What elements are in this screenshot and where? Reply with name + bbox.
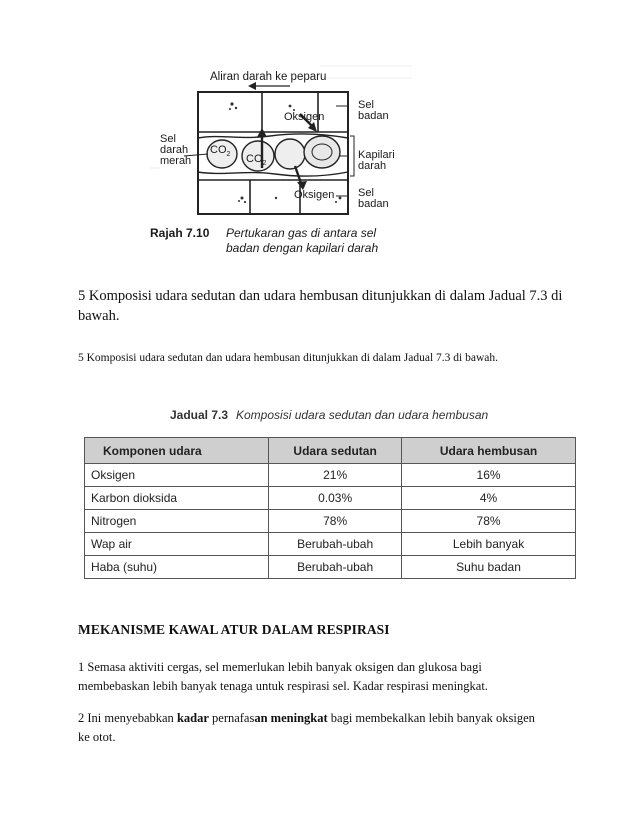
- table-cell: 4%: [402, 487, 576, 510]
- table-cell: 78%: [269, 510, 402, 533]
- table-cell: Lebih banyak: [402, 533, 576, 556]
- table-caption-body: Komposisi udara sedutan dan udara hembusan: [236, 408, 489, 422]
- table-row: [85, 510, 576, 533]
- capillary-label-2: darah: [358, 160, 387, 172]
- table-header-row: [85, 438, 576, 464]
- table-air-composition: [78, 402, 578, 612]
- section-heading: MEKANISME KAWAL ATUR DALAM RESPIRASI: [78, 622, 390, 637]
- co2-sub-2: 2: [262, 160, 267, 168]
- bold-run-kadar: kadar: [176, 711, 209, 725]
- figure-caption-head: Rajah 7.10: [150, 226, 210, 240]
- table-row: [85, 487, 576, 510]
- body-cell-label-bottom-2: badan: [358, 198, 389, 210]
- table-header-cell: Udara sedutan: [269, 438, 402, 464]
- table-cell: Nitrogen: [85, 510, 269, 533]
- capillary-label-1: Kapilari: [358, 149, 395, 161]
- table-cell: Haba (suhu): [85, 556, 269, 579]
- text-run: bagi membekalkan lebih banyak oksigen ke otot.: [78, 711, 535, 744]
- body-cell-label-top-2: badan: [358, 110, 389, 122]
- table-cell: 16%: [402, 464, 576, 487]
- co2-text-2: CO: [246, 153, 263, 165]
- bold-run-meningkat: an meningkat: [254, 711, 328, 725]
- body-cell-label-bottom: Sel: [358, 187, 374, 199]
- text-run: 2 Ini menyebabkan: [78, 711, 177, 725]
- text-run: pernafas: [208, 711, 255, 725]
- table-caption-head: Jadual 7.3: [170, 408, 229, 422]
- table-cell: Berubah-ubah: [269, 533, 402, 556]
- composition-table: [84, 437, 576, 579]
- table-cell: Oksigen: [85, 464, 269, 487]
- oxygen-label-bottom: Oksigen: [294, 189, 335, 201]
- rbc-label-3: merah: [160, 155, 192, 167]
- paragraph-composition-large: 5 Komposisi udara sedutan dan udara hembusan ditunjukkan di dalam Jadual 7.3 di bawah.: [78, 288, 563, 324]
- table-cell: Berubah-ubah: [269, 556, 402, 579]
- table-row: [85, 533, 576, 556]
- co2-sub-1: 2: [226, 151, 231, 159]
- figure-gas-exchange: [150, 48, 415, 270]
- rbc-label-2: darah: [160, 144, 189, 156]
- co2-label-2: [246, 154, 266, 169]
- oxygen-label-top: Oksigen: [284, 111, 325, 123]
- table-header-cell: Komponen udara: [85, 438, 269, 464]
- table-cell: Karbon dioksida: [85, 487, 269, 510]
- figure-caption-line2: badan dengan kapilari darah: [226, 241, 379, 255]
- paragraph-respiration-1: 1 Semasa aktiviti cergas, sel memerlukan lebih banyak oksigen dan glukosa bagi membebaskan lebih banyak tenaga untuk respirasi sel. Kadar respirasi meningkat.: [78, 660, 488, 693]
- table-row: [85, 464, 576, 487]
- table-cell: Wap air: [85, 533, 269, 556]
- table-cell: Suhu badan: [402, 556, 576, 579]
- figure-caption-line1: Pertukaran gas di antara sel: [226, 226, 377, 240]
- flow-label: Aliran darah ke peparu: [210, 71, 327, 83]
- paragraph-composition-small: 5 Komposisi udara sedutan dan udara hembusan ditunjukkan di dalam Jadual 7.3 di bawah.: [78, 352, 498, 364]
- table-cell: 78%: [402, 510, 576, 533]
- table-cell: 21%: [269, 464, 402, 487]
- table-cell: 0.03%: [269, 487, 402, 510]
- body-cell-label-top: Sel: [358, 99, 374, 111]
- paragraph-respiration-2: [78, 709, 548, 747]
- table-row: [85, 556, 576, 579]
- co2-label-1: [210, 145, 230, 160]
- rbc-label-1: Sel: [160, 133, 176, 145]
- table-header-cell: Udara hembusan: [402, 438, 576, 464]
- co2-text-1: CO: [210, 144, 227, 156]
